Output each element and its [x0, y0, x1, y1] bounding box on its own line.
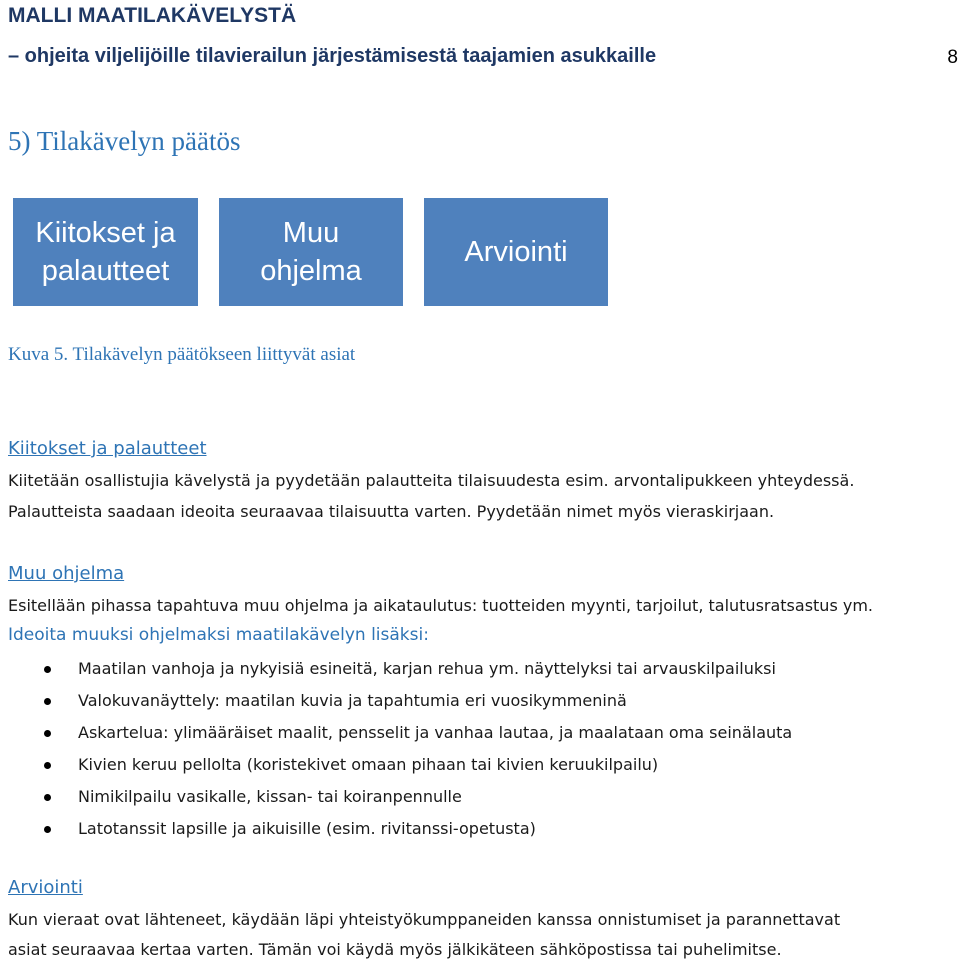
bullet-icon — [44, 698, 51, 705]
bullet-icon — [44, 666, 51, 673]
list-item — [40, 685, 792, 717]
document-title: MALLI MAATILAKÄVELYSTÄ — [8, 4, 297, 27]
evaluation-text-line-2: asiat seuraavaa kertaa varten. Tämän voi käydä myös jälkikäteen sähköpostissa tai puhelimitse. — [8, 940, 782, 959]
bullet-icon — [44, 794, 51, 801]
list-item — [40, 717, 792, 749]
bullet-icon — [44, 762, 51, 769]
figure-caption: Kuva 5. Tilakävelyn päätökseen liittyvät asiat — [8, 344, 356, 365]
bullet-icon — [44, 826, 51, 833]
list-item-text: Valokuvanäyttely: maatilan kuvia ja tapahtumia eri vuosikymmeninä — [78, 691, 627, 710]
thanks-text-line-2: Palautteista saadaan ideoita seuraavaa tilaisuutta varten. Pyydetään nimet myös vieraskirjaan. — [8, 502, 775, 521]
section-heading: 5) Tilakävelyn päätös — [8, 126, 241, 156]
list-item-text: Latotanssit lapsille ja aikuisille (esim. rivitanssi-opetusta) — [78, 819, 536, 838]
diagram-box-evaluation — [424, 198, 608, 306]
program-heading: Muu ohjelma — [8, 563, 125, 584]
list-item-text: Kivien keruu pellolta (koristekivet omaan pihaan tai kivien keruukilpailu) — [78, 755, 659, 774]
evaluation-heading: Arviointi — [8, 877, 83, 898]
diagram-box-label: Arviointi — [464, 236, 568, 268]
diagram-box-label: Kiitokset ja palautteet — [35, 217, 176, 287]
thanks-text-line-1: Kiitetään osallistujia kävelystä ja pyydetään palautteita tilaisuudesta esim. arvontalipukkeen yhteydessä. — [8, 471, 855, 490]
list-item-text: Maatilan vanhoja ja nykyisiä esineitä, karjan rehua ym. näyttelyksi tai arvauskilpailuksi — [78, 659, 776, 678]
list-item — [40, 653, 792, 685]
diagram-box-thanks — [13, 198, 198, 306]
bullet-icon — [44, 730, 51, 737]
list-item-text: Nimikilpailu vasikalle, kissan- tai koiranpennulle — [78, 787, 462, 806]
ideas-list — [40, 653, 792, 845]
thanks-heading: Kiitokset ja palautteet — [8, 438, 207, 459]
evaluation-text-line-1: Kun vieraat ovat lähteneet, käydään läpi yhteistyökumppaneiden kanssa onnistumiset ja parannettavat — [8, 910, 841, 929]
page-number: 8 — [947, 47, 958, 68]
program-text: Esitellään pihassa tapahtuva muu ohjelma ja aikataulutus: tuotteiden myynti, tarjoilut, talutusratsastus ym. — [8, 596, 874, 615]
list-item-text: Askartelua: ylimääräiset maalit, pensselit ja vanhaa lautaa, ja maalataan oma seinälauta — [78, 723, 793, 742]
list-item — [40, 813, 792, 845]
diagram-box-label: Muu ohjelma — [260, 217, 362, 287]
list-item — [40, 781, 792, 813]
list-item — [40, 749, 792, 781]
ideas-heading: Ideoita muuksi ohjelmaksi maatilakävelyn lisäksi: — [8, 625, 429, 645]
document-subtitle: – ohjeita viljelijöille tilavierailun järjestämisestä taajamien asukkaille — [8, 45, 657, 67]
diagram-box-program — [219, 198, 403, 306]
